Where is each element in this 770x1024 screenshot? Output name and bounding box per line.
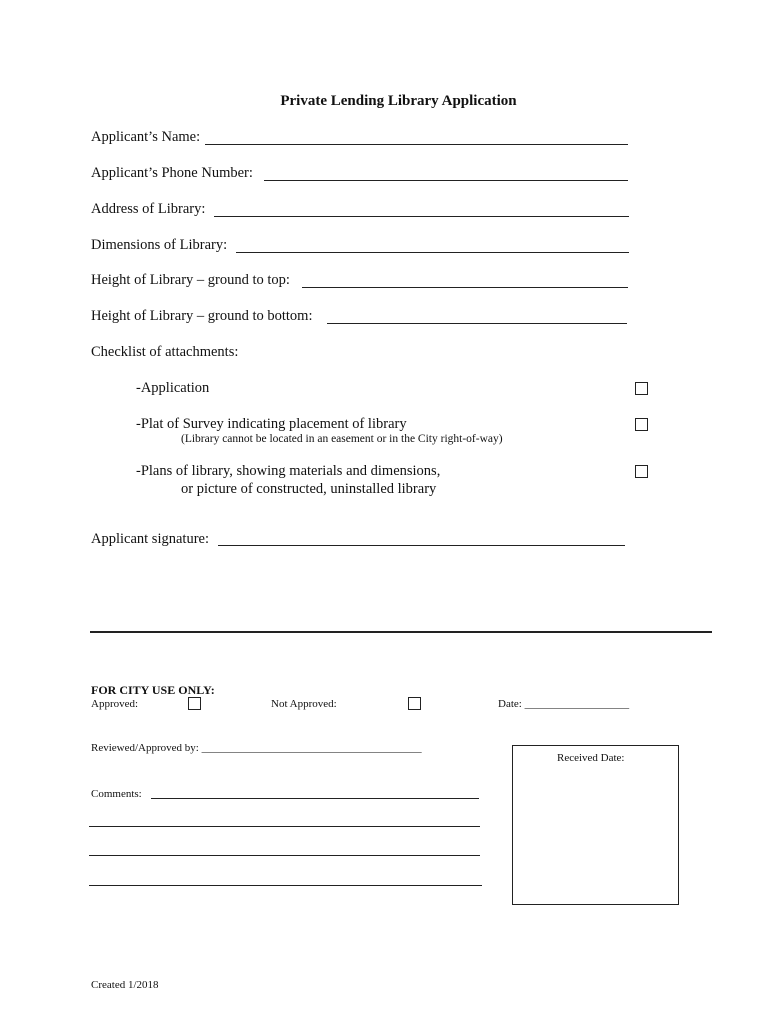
- plat-of-survey-checkbox[interactable]: [635, 418, 648, 431]
- received-date-label: Received Date:: [557, 752, 625, 764]
- reviewed-by-field[interactable]: Reviewed/Approved by: ________________________________________: [91, 742, 422, 754]
- section-divider: [90, 631, 712, 633]
- height-top-label: Height of Library – ground to top:: [91, 272, 290, 288]
- plat-of-survey-note: (Library cannot be located in an easement or in the City right-of-way): [181, 433, 503, 445]
- form-title: Private Lending Library Application: [280, 93, 517, 109]
- comments-label: Comments:: [91, 788, 142, 800]
- library-address-label: Address of Library:: [91, 201, 206, 217]
- height-bottom-field[interactable]: [327, 323, 627, 324]
- library-address-field[interactable]: [214, 216, 629, 217]
- approved-label: Approved:: [91, 698, 139, 710]
- height-top-field[interactable]: [302, 287, 628, 288]
- not-approved-checkbox[interactable]: [408, 697, 421, 710]
- comments-line-2[interactable]: [89, 826, 480, 827]
- checklist-item-plans-cont: or picture of constructed, uninstalled library: [181, 481, 437, 497]
- plans-checkbox[interactable]: [635, 465, 648, 478]
- comments-line-3[interactable]: [89, 855, 480, 856]
- application-checkbox[interactable]: [635, 382, 648, 395]
- checklist-heading: Checklist of attachments:: [91, 344, 239, 360]
- signature-field[interactable]: [218, 545, 625, 546]
- comments-line-1[interactable]: [151, 798, 479, 799]
- not-approved-label: Not Approved:: [271, 698, 337, 710]
- received-date-box[interactable]: [512, 745, 679, 905]
- date-field[interactable]: Date: ___________________: [498, 698, 630, 710]
- applicant-phone-field[interactable]: [264, 180, 628, 181]
- approved-checkbox[interactable]: [188, 697, 201, 710]
- applicant-name-field[interactable]: [205, 144, 628, 145]
- city-use-heading: FOR CITY USE ONLY:: [91, 683, 215, 697]
- signature-label: Applicant signature:: [91, 531, 209, 547]
- library-dimensions-label: Dimensions of Library:: [91, 237, 228, 253]
- created-date-footer: Created 1/2018: [91, 979, 159, 991]
- library-dimensions-field[interactable]: [236, 252, 629, 253]
- applicant-name-label: Applicant’s Name:: [91, 129, 201, 145]
- applicant-phone-label: Applicant’s Phone Number:: [91, 165, 253, 181]
- comments-line-4[interactable]: [89, 885, 482, 886]
- checklist-item-plat-of-survey: -Plat of Survey indicating placement of library: [136, 416, 407, 432]
- height-bottom-label: Height of Library – ground to bottom:: [91, 308, 313, 324]
- checklist-item-plans: -Plans of library, showing materials and dimensions,: [136, 463, 441, 479]
- checklist-item-application: -Application: [136, 380, 210, 396]
